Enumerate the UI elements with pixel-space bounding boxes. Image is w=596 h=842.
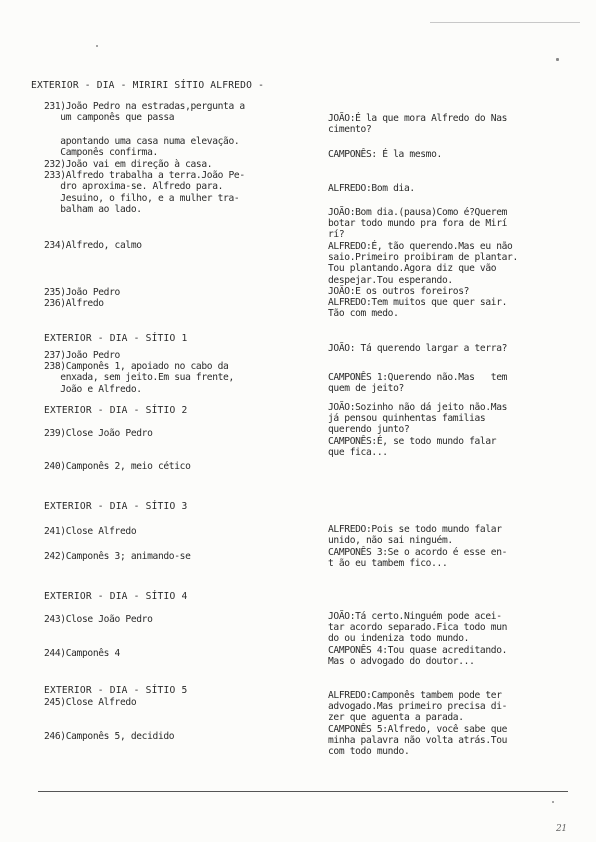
- top-rule: [430, 22, 580, 23]
- scene-heading: EXTERIOR - DIA - MIRIRI SÍTIO ALFREDO -: [31, 80, 265, 91]
- dialogue-line: zer que aguenta a parada.: [328, 712, 464, 723]
- shot-description: 243)Close João Pedro: [44, 614, 153, 625]
- dialogue-line: cimento?: [328, 124, 372, 135]
- shot-description: 238)Camponês 1, apoiado no cabo da: [44, 361, 229, 372]
- shot-description: enxada, sem jeito.Em sua frente,: [44, 372, 234, 383]
- shot-description: 239)Close João Pedro: [44, 428, 153, 439]
- shot-description: 245)Close Alfredo: [44, 697, 137, 708]
- dialogue-line: JOÃO:É la que mora Alfredo do Nas: [328, 113, 508, 124]
- dialogue-line: ALFREDO:É, tão querendo.Mas eu não: [328, 241, 513, 252]
- dialogue-line: JOÃO:Sozinho não dá jeito não.Mas: [328, 402, 508, 413]
- dialogue-line: que fica...: [328, 447, 388, 458]
- scene-heading: EXTERIOR - DIA - SÍTIO 2: [44, 405, 188, 416]
- speck-mark: [96, 45, 98, 47]
- dialogue-line: CAMPONÊS 3:Se o acordo é esse en-: [328, 547, 508, 558]
- speck-mark: [556, 58, 559, 61]
- dialogue-line: ALFREDO:Camponês tambem pode ter: [328, 690, 502, 701]
- dialogue-line: CAMPONÊS: É la mesmo.: [328, 149, 442, 160]
- shot-description: 233)Alfredo trabalha a terra.João Pe-: [44, 170, 245, 181]
- scene-heading: EXTERIOR - DIA - SÍTIO 4: [44, 591, 188, 602]
- dialogue-line: t ão eu tambem fico...: [328, 558, 448, 569]
- dialogue-line: JOÃO:E os outros foreiros?: [328, 286, 470, 297]
- dialogue-line: tar acordo separado.Fica todo mun: [328, 622, 508, 633]
- shot-description: 237)João Pedro: [44, 350, 120, 361]
- page-number: 21: [556, 824, 567, 834]
- dialogue-line: advogado.Mas primeiro precisa di-: [328, 701, 508, 712]
- dialogue-line: JOÃO:Bom dia.(pausa)Como é?Querem: [328, 207, 508, 218]
- dialogue-line: CAMPONÊS 4:Tou quase acreditando.: [328, 645, 508, 656]
- dialogue-line: Tão com medo.: [328, 308, 399, 319]
- dialogue-line: CAMPONÊS:É, se todo mundo falar: [328, 436, 497, 447]
- shot-description: balham ao lado.: [44, 204, 142, 215]
- dialogue-line: quem de jeito?: [328, 383, 404, 394]
- shot-description: 241)Close Alfredo: [44, 526, 137, 537]
- shot-description: 232)João vai em direção à casa.: [44, 159, 213, 170]
- shot-description: dro aproxima-se. Alfredo para.: [44, 181, 224, 192]
- dialogue-line: já pensou quinhentas familias: [328, 413, 486, 424]
- shot-description: 231)João Pedro na estradas,pergunta a: [44, 101, 245, 112]
- speck-mark: [552, 801, 554, 803]
- shot-description: apontando uma casa numa elevação.: [44, 136, 240, 147]
- shot-description: 242)Camponês 3; animando-se: [44, 551, 191, 562]
- dialogue-line: CAMPONÊS 1:Querendo não.Mas tem: [328, 372, 508, 383]
- shot-description: 244)Camponês 4: [44, 648, 120, 659]
- dialogue-line: do ou indeniza todo mundo.: [328, 633, 470, 644]
- shot-description: Jesuino, o filho, e a mulher tra-: [44, 193, 240, 204]
- dialogue-line: despejar.Tou esperando.: [328, 275, 453, 286]
- dialogue-line: Mas o advogado do doutor...: [328, 656, 475, 667]
- dialogue-line: CAMPONÊS 5:Alfredo, você sabe que: [328, 724, 508, 735]
- dialogue-line: saio.Primeiro proibiram de plantar.: [328, 252, 518, 263]
- dialogue-line: ALFREDO:Bom dia.: [328, 183, 415, 194]
- shot-description: 234)Alfredo, calmo: [44, 240, 142, 251]
- bottom-rule: [38, 791, 568, 792]
- dialogue-line: Tou plantando.Agora diz que vão: [328, 263, 497, 274]
- shot-description: 235)João Pedro: [44, 287, 120, 298]
- dialogue-line: JOÃO:Tá certo.Ninguém pode acei-: [328, 611, 502, 622]
- dialogue-line: botar todo mundo pra fora de Mirí: [328, 218, 508, 229]
- dialogue-line: com todo mundo.: [328, 746, 410, 757]
- shot-description: 246)Camponês 5, decidido: [44, 731, 175, 742]
- shot-description: 236)Alfredo: [44, 298, 104, 309]
- dialogue-line: unido, não sai ninguém.: [328, 535, 453, 546]
- dialogue-line: querendo junto?: [328, 424, 410, 435]
- shot-description: 240)Camponês 2, meio cético: [44, 461, 191, 472]
- dialogue-line: rí?: [328, 229, 345, 240]
- shot-description: Camponês confirma.: [44, 147, 158, 158]
- shot-description: um camponês que passa: [44, 112, 175, 123]
- scene-heading: EXTERIOR - DIA - SÍTIO 3: [44, 501, 188, 512]
- scene-heading: EXTERIOR - DIA - SÍTIO 5: [44, 685, 188, 696]
- dialogue-line: JOÃO: Tá querendo largar a terra?: [328, 343, 508, 354]
- scene-heading: EXTERIOR - DIA - SÍTIO 1: [44, 333, 188, 344]
- dialogue-line: ALFREDO:Pois se todo mundo falar: [328, 524, 502, 535]
- dialogue-line: minha palavra não volta atrás.Tou: [328, 735, 508, 746]
- dialogue-line: ALFREDO:Tem muitos que quer sair.: [328, 297, 508, 308]
- shot-description: João e Alfredo.: [44, 384, 142, 395]
